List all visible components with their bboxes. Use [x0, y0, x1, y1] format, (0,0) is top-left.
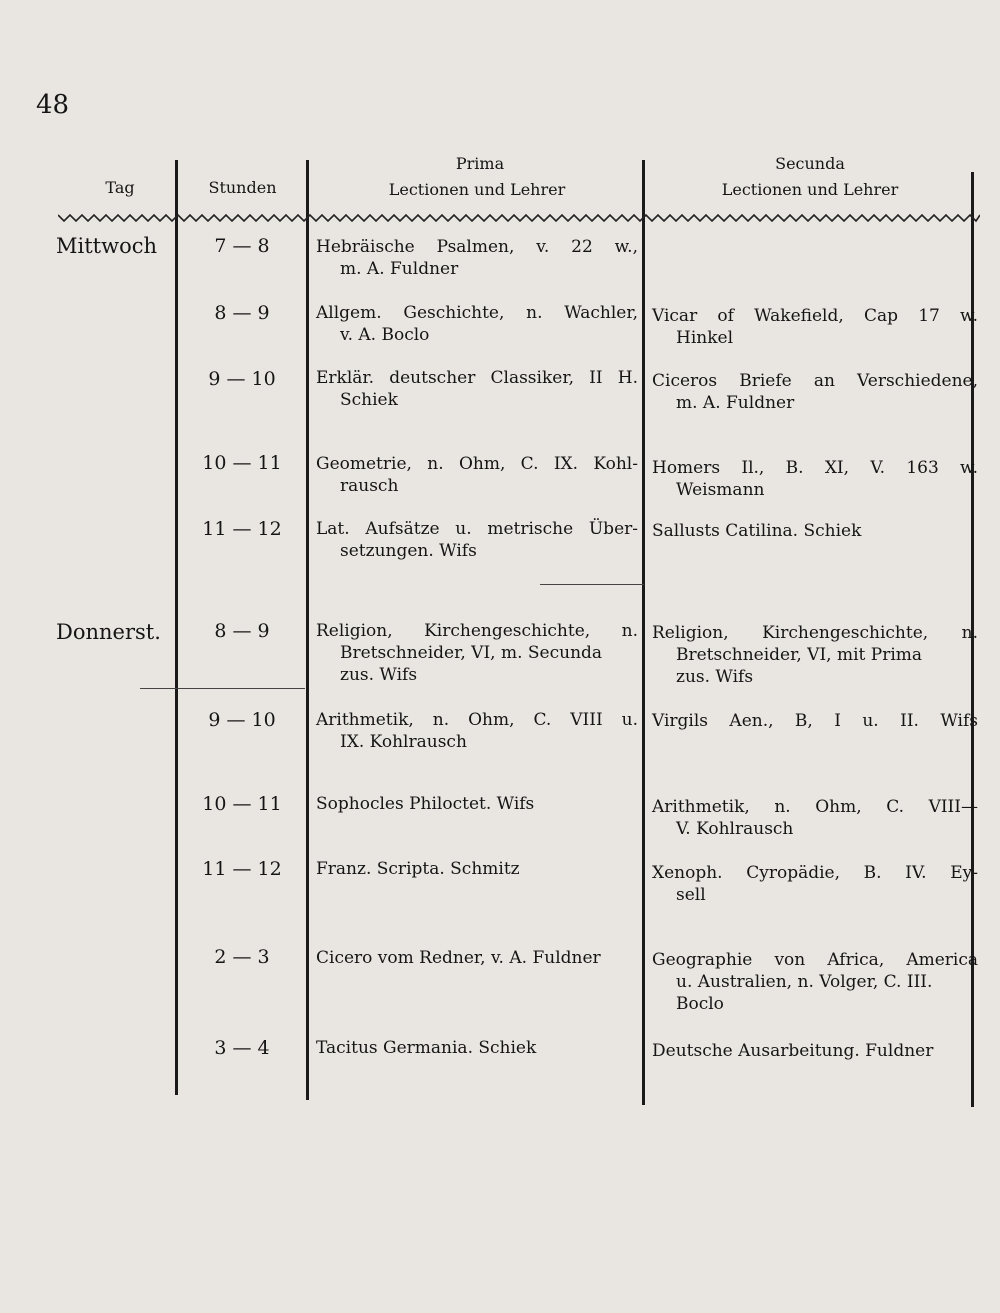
hour-cell: 10 — 11 [202, 793, 282, 815]
prima-cell: Cicero vom Redner, v. A. Fuldner [316, 948, 601, 968]
hour-cell: 11 — 12 [202, 518, 282, 540]
prima-cell: Erklär. deutscher Classiker, II H. Schiek [316, 368, 638, 410]
mid-rule [540, 584, 644, 585]
secunda-cell: Vicar of Wakefield, Cap 17 w. Hinkel [652, 306, 978, 348]
header-secunda-subtitle: Lectionen und Lehrer [721, 180, 899, 199]
hour-cell: 8 — 9 [214, 302, 270, 324]
prima-cell: Lat. Aufsätze u. metrische Über- setzungen. Wifs [316, 519, 638, 561]
header-wavy-rule [58, 212, 980, 224]
day-label: Mittwoch [56, 234, 158, 258]
secunda-cell: Homers Il., B. XI, V. 163 w. Weismann [652, 458, 978, 500]
prima-cell: Religion, Kirchengeschichte, n. Bretschneider, VI, m. Secunda zus. Wifs [316, 621, 638, 685]
header-hours: Stunden [208, 178, 277, 197]
prima-cell: Sophocles Philoctet. Wifs [316, 794, 535, 814]
prima-cell: Tacitus Germania. Schiek [316, 1038, 537, 1058]
day-separator [140, 688, 305, 689]
hour-cell: 8 — 9 [214, 620, 270, 642]
secunda-cell: Geographie von Africa, America u. Australien, n. Volger, C. III. Boclo [652, 950, 978, 1014]
secunda-cell: Xenoph. Cyropädie, B. IV. Ey- sell [652, 863, 978, 905]
prima-cell: Hebräische Psalmen, v. 22 w., m. A. Fuldner [316, 237, 638, 279]
prima-cell: Franz. Scripta. Schmitz [316, 859, 520, 879]
hour-cell: 11 — 12 [202, 858, 282, 880]
header-secunda-title: Secunda [775, 154, 845, 173]
column-divider [306, 160, 309, 1100]
hour-cell: 9 — 10 [208, 368, 276, 390]
hour-cell: 2 — 3 [214, 946, 270, 968]
day-label: Donnerst. [56, 620, 161, 644]
hour-cell: 3 — 4 [214, 1037, 270, 1059]
secunda-cell: Religion, Kirchengeschichte, n. Bretschneider, VI, mit Prima zus. Wifs [652, 623, 978, 687]
secunda-cell: Sallusts Catilina. Schiek [652, 521, 862, 541]
header-day: Tag [105, 178, 135, 197]
secunda-cell: Virgils Aen., B, I u. II. Wifs [652, 711, 978, 731]
secunda-cell: Deutsche Ausarbeitung. Fuldner [652, 1041, 934, 1061]
header-prima-title: Prima [455, 154, 505, 173]
header-prima-subtitle: Lectionen und Lehrer [388, 180, 566, 199]
page-number: 48 [36, 90, 70, 120]
column-divider [642, 160, 645, 1105]
secunda-cell: Ciceros Briefe an Verschiedene, m. A. Fuldner [652, 371, 978, 413]
hour-cell: 7 — 8 [214, 235, 270, 257]
prima-cell: Allgem. Geschichte, n. Wachler, v. A. Boclo [316, 303, 638, 345]
hour-cell: 10 — 11 [202, 452, 282, 474]
prima-cell: Arithmetik, n. Ohm, C. VIII u. IX. Kohlrausch [316, 710, 638, 752]
secunda-cell: Arithmetik, n. Ohm, C. VIII— V. Kohlrausch [652, 797, 978, 839]
prima-cell: Geometrie, n. Ohm, C. IX. Kohl- rausch [316, 454, 638, 496]
hour-cell: 9 — 10 [208, 709, 276, 731]
